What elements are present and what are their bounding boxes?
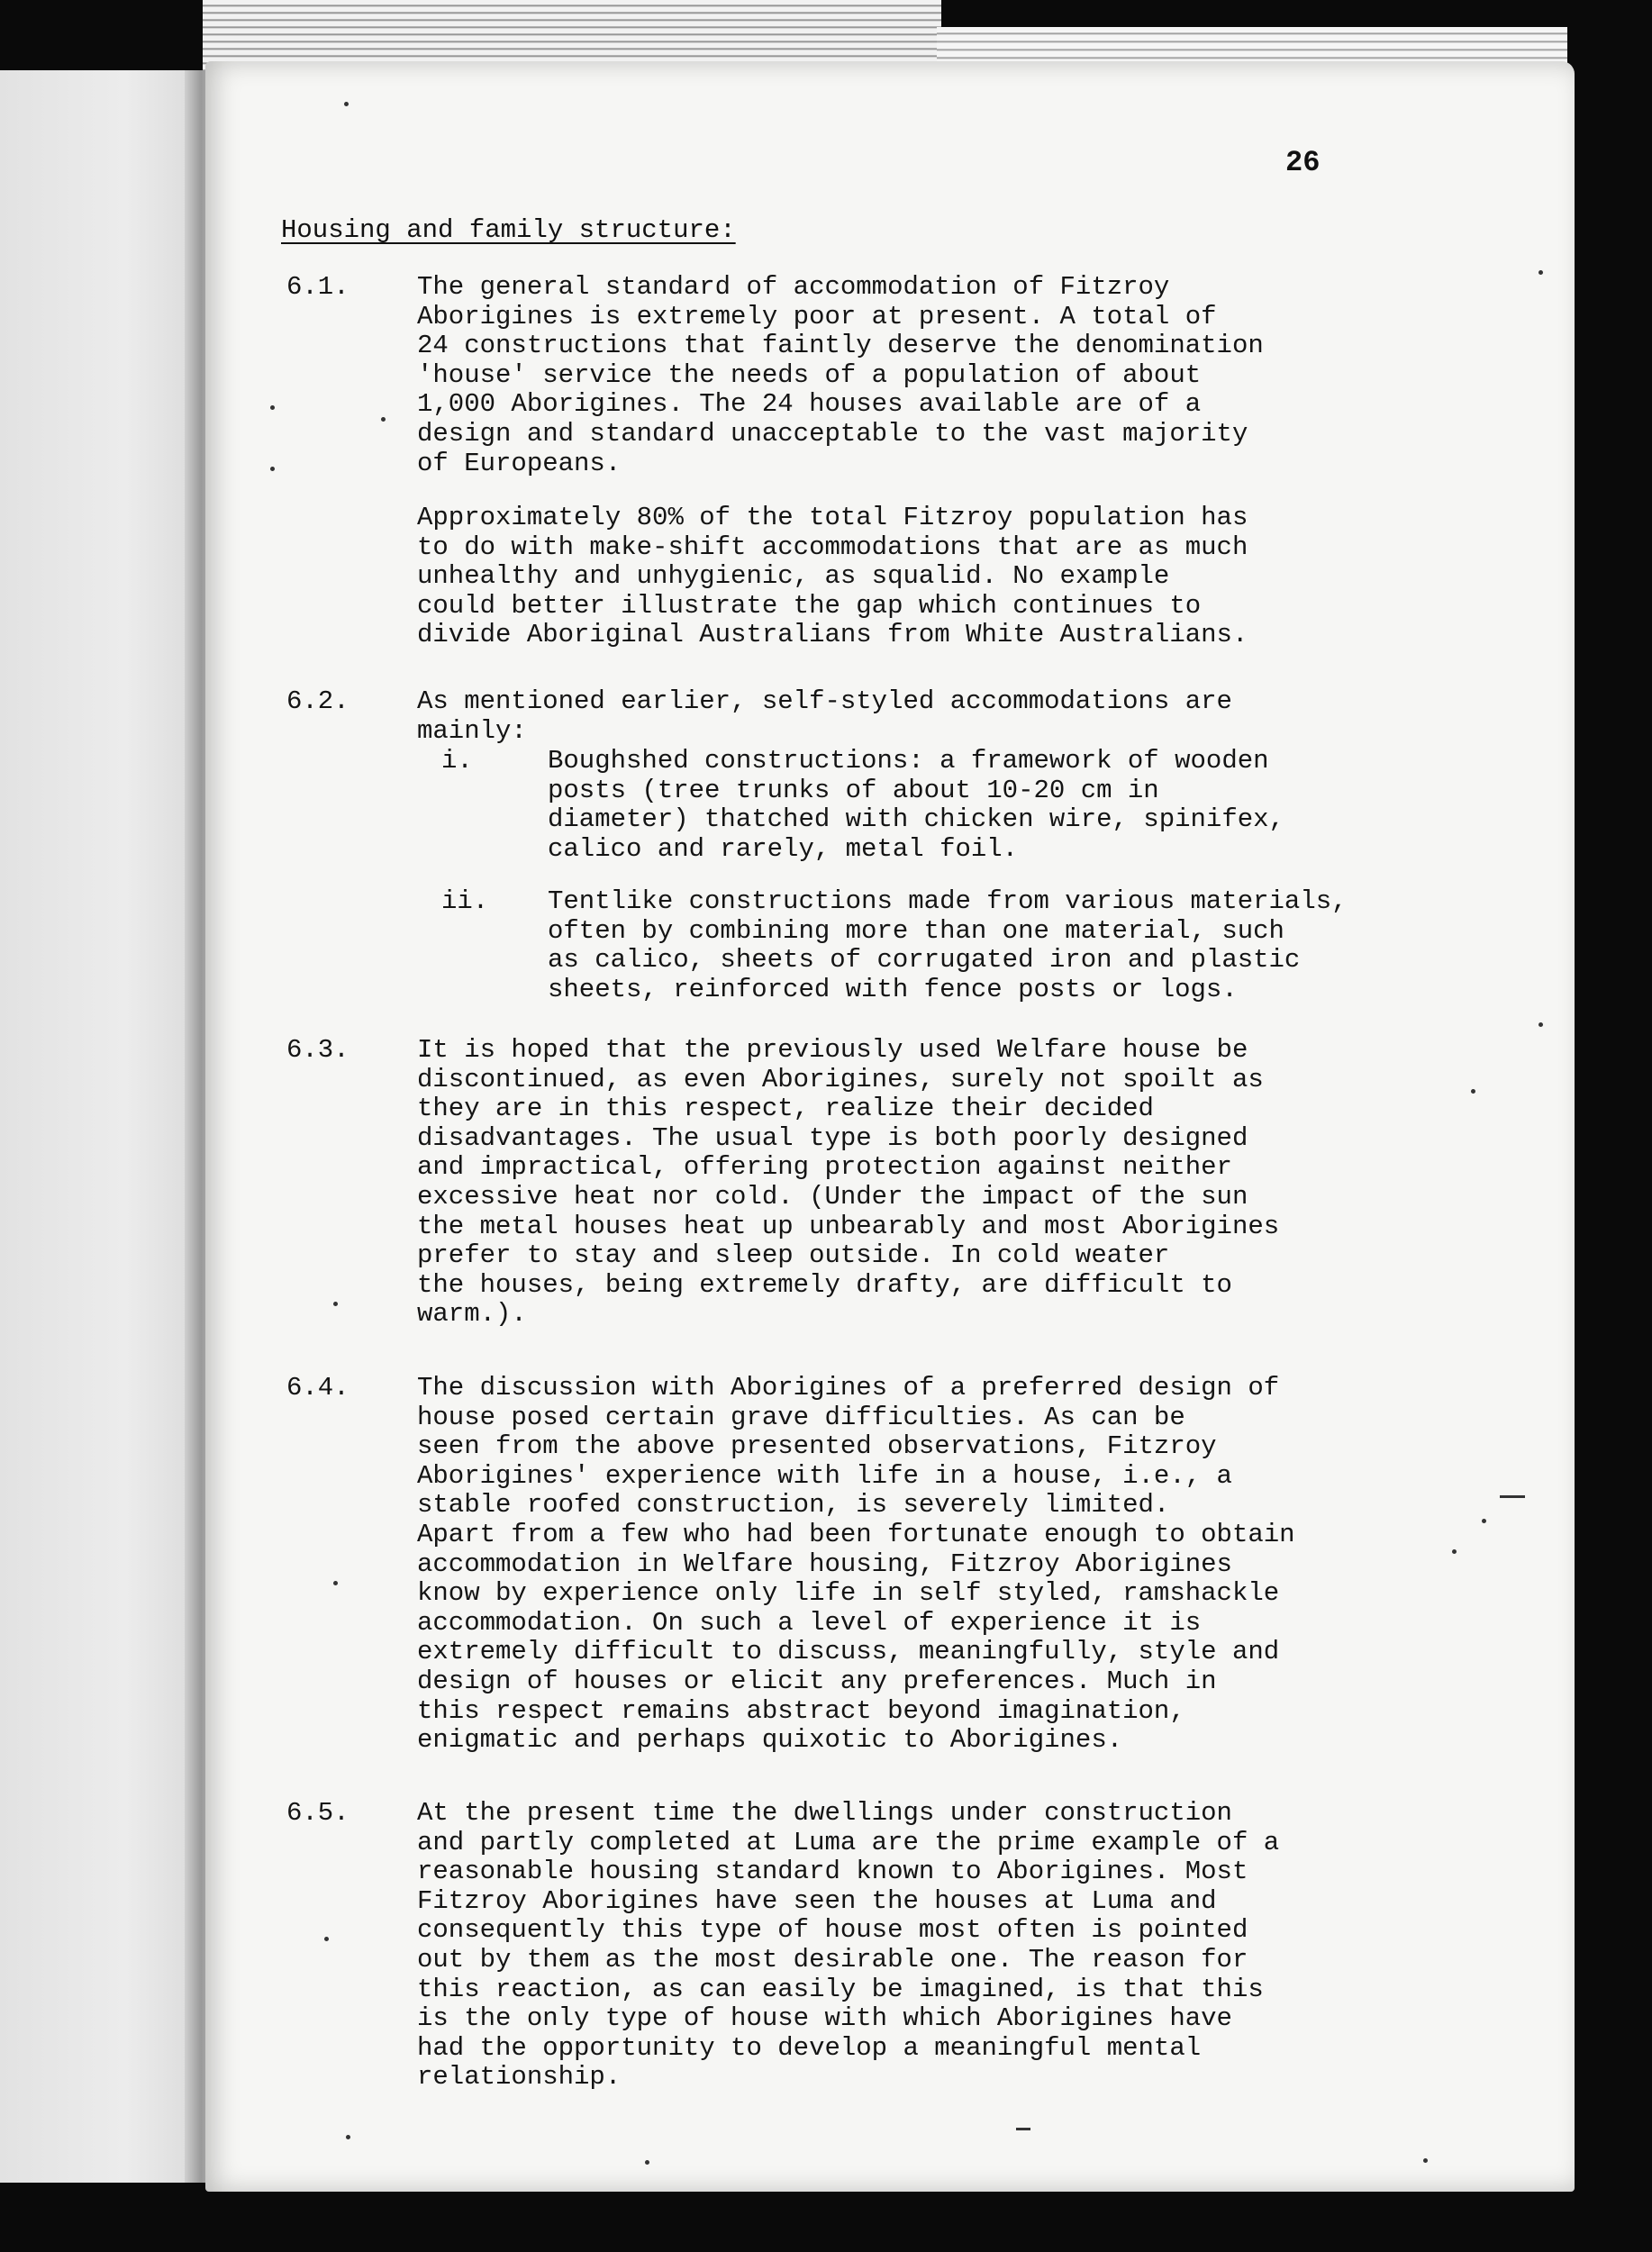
paragraph-text: As mentioned earlier, self-styled accommodations are mainly: — [417, 686, 1232, 746]
scan-speck — [645, 2160, 649, 2165]
scan-speck — [1452, 1549, 1457, 1554]
page-number: 26 — [1285, 146, 1321, 179]
paragraph-number: 6.4. — [286, 1373, 349, 1403]
scan-speck — [346, 2135, 350, 2139]
scan-speck — [381, 417, 386, 422]
paragraph-number: 6.1. — [286, 272, 349, 302]
paragraph-text: It is hoped that the previously used Welfare house be discontinued, as even Aborigines, surely not spoilt as they are in this respect, realize their decided disadvantages. The usual type is both poorly designed and impractical, offering protection against neither excessive heat nor cold. (Under the impact of the sun the metal houses heat up unbearably and most Aborigines prefer to stay and sleep outside. In cold weater the houses, being extremely drafty, are difficult to warm.). — [417, 1035, 1280, 1330]
scan-speck — [270, 405, 275, 410]
scan-speck — [333, 1302, 338, 1306]
paragraph-text: The general standard of accommodation of Fitzroy Aborigines is extremely poor at present. A total of 24 constructions that faintly deserve the denomination 'house' service the needs of a population of about 1,000 Aborigines. The 24 houses available are of a design and standard unacceptable to the vast majority of Europeans. — [417, 272, 1264, 478]
scan-speck — [1539, 1022, 1543, 1027]
scan-mark — [1016, 2128, 1030, 2130]
list-item-marker: i. — [441, 746, 473, 776]
scan-mark — [1500, 1495, 1525, 1498]
paragraph-number: 6.3. — [286, 1035, 349, 1065]
scan-speck — [324, 1937, 329, 1941]
list-item-text: Tentlike constructions made from various materials, often by combining more than one material, such as calico, sheets of corrugated iron and plastic sheets, reinforced with fence posts or logs. — [548, 886, 1348, 1004]
list-item-text: Boughshed constructions: a framework of wooden posts (tree trunks of about 10-20 cm in diameter) thatched with chicken wire, spinifex, calico and rarely, metal foil. — [548, 746, 1284, 864]
section-heading: Housing and family structure: — [281, 215, 736, 245]
scan-speck — [1423, 2158, 1428, 2163]
paragraph-text: Approximately 80% of the total Fitzroy population has to do with make-shift accommodations that are as much unhealthy and unhygienic, as squalid. No example could better illustrate the gap which continues to divide Aboriginal Australians from White Australians. — [417, 503, 1248, 650]
scan-speck — [1482, 1519, 1486, 1523]
paragraph-number: 6.5. — [286, 1798, 349, 1828]
scan-speck — [1539, 270, 1543, 275]
scan-speck — [270, 467, 275, 471]
list-item-marker: ii. — [441, 886, 489, 916]
paragraph-text: The discussion with Aborigines of a preferred design of house posed certain grave difficulties. As can be seen from the above presented observations, Fitzroy Aborigines' experience with life in a house, i.e., a stable roofed construction, is severely limited. Apart from a few who had been fortunate enough to obtain accommodation in Welfare housing, Fitzroy Aborigines know by experience only life in self styled, ramshackle accommodation. On such a level of experience it is extremely difficult to discuss, meaningfully, style and design of houses or elicit any preferences. Much in this respect remains abstract beyond imagination, enigmatic and perhaps quixotic to Aborigines. — [417, 1373, 1295, 1756]
paragraph-text: At the present time the dwellings under construction and partly completed at Luma are the prime example of a reasonable housing standard known to Aborigines. Most Fitzroy Aborigines have seen the houses at Luma and consequently this type of house most often is pointed out by them as the most desirable one. The reason for this reaction, as can easily be imagined, is that this is the only type of house with which Aborigines have had the opportunity to develop a meaningful mental relationship. — [417, 1798, 1280, 2093]
scan-speck — [1471, 1089, 1475, 1094]
scan-speck — [333, 1581, 338, 1585]
scan-speck — [344, 102, 349, 106]
paragraph-number: 6.2. — [286, 686, 349, 716]
